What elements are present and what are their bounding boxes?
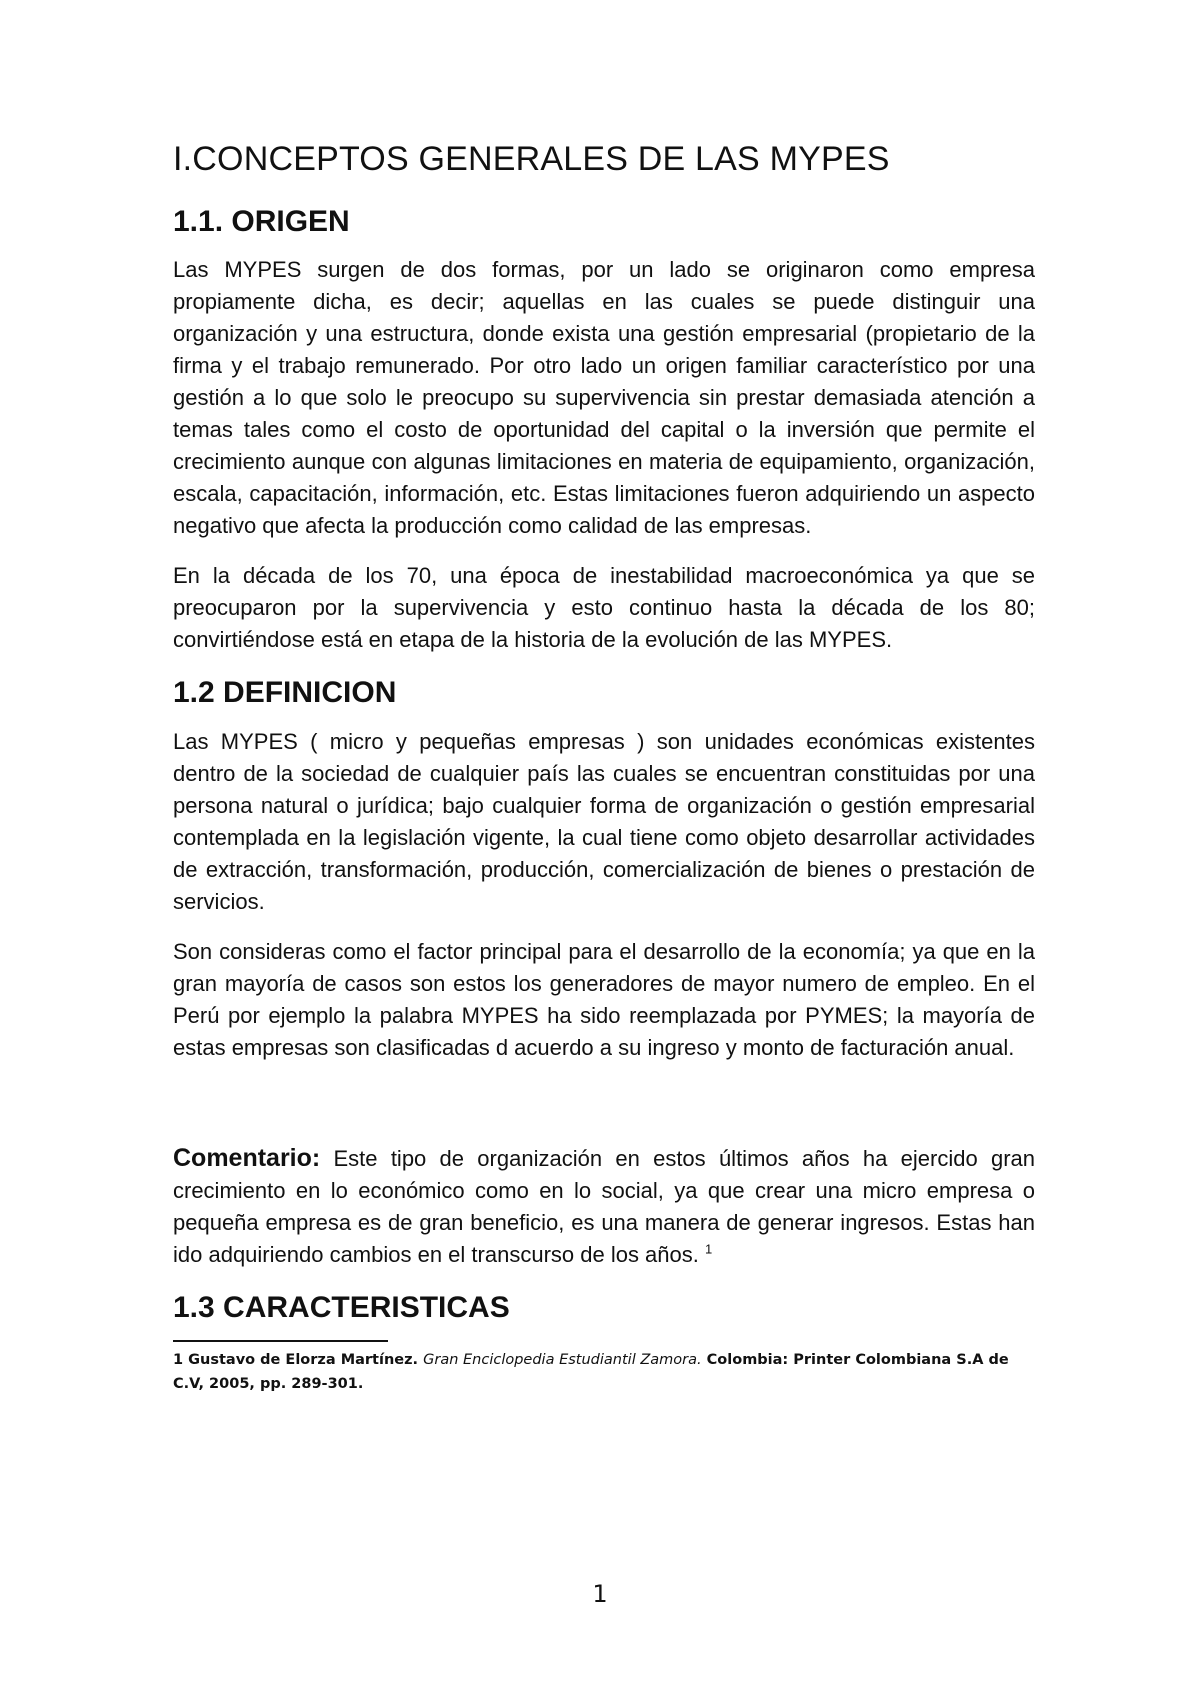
footnote-book-title: Gran Enciclopedia Estudiantil Zamora. — [423, 1352, 702, 1368]
blank-space — [173, 1082, 1035, 1142]
footnote-publisher: Colombia: Printer Colombiana S.A de C.V, 2005, pp. 289-301. — [173, 1352, 1009, 1392]
page-content — [173, 138, 1035, 1396]
comment-text: Este tipo de organización en estos últimos años ha ejercido gran crecimiento en lo económico como en lo social, ya que crear una micro empresa o pequeña empresa es de gran beneficio, es una manera de generar ingresos. Estas han ido adquiriendo cambios en el transcurso de los años. — [173, 1145, 1035, 1267]
document-title: I.CONCEPTOS GENERALES DE LAS MYPES — [173, 140, 890, 178]
footnote-separator — [173, 1340, 388, 1342]
page-number: 1 — [592, 1580, 608, 1608]
footnote — [173, 1348, 1035, 1396]
footnote-author: 1 Gustavo de Elorza Martínez. — [173, 1352, 424, 1368]
comment-label: Comentario: — [173, 1143, 321, 1172]
footnote-reference[interactable]: 1 — [705, 1241, 713, 1257]
paragraph-definicion-2: Son consideras como el factor principal para el desarrollo de la economía; ya que en la gran mayoría de casos son estos los generadores de mayor numero de empleo. En el Perú por ejemplo la palabra MYPES ha sido reemplazada por PYMES; la mayoría de estas empresas son clasificadas d acuerdo a su ingreso y monto de facturación anual. — [173, 938, 1035, 1060]
section-heading-origen: 1.1. ORIGEN — [173, 204, 350, 238]
section-heading-definicion: 1.2 DEFINICION — [173, 676, 397, 709]
paragraph-origen-2: En la década de los 70, una época de inestabilidad macroeconómica ya que se preocuparon por la supervivencia y esto continuo hasta la década de los 80; convirtiéndose está en etapa de la historia de la evolución de las MYPES. — [173, 563, 1035, 652]
section-heading-caracteristicas: 1.3 CARACTERISTICAS — [173, 1290, 510, 1324]
comment-paragraph — [173, 1142, 1035, 1271]
paragraph-definicion-1: Las MYPES ( micro y pequeñas empresas ) son unidades económicas existentes dentro de la sociedad de cualquier país las cuales se encuentran constituidas por una persona natural o jurídica; bajo cualquier forma de organización o gestión empresarial contemplada en la legislación vigente, la cual tiene como objeto desarrollar actividades de extracción, transformación, producción, comercialización de bienes o prestación de servicios. — [173, 728, 1035, 914]
paragraph-origen-1: Las MYPES surgen de dos formas, por un lado se originaron como empresa propiamente dicha, es decir; aquellas en las cuales se puede distinguir una organización y una estructura, donde exista una gestión empresarial (propietario de la firma y el trabajo remunerado. Por otro lado un origen familiar característico por una gestión a lo que solo le preocupo su supervivencia sin prestar demasiada atención a temas tales como el costo de oportunidad del capital o la inversión que permite el crecimiento aunque con algunas limitaciones en materia de equipamiento, organización, escala, capacitación, información, etc. Estas limitaciones fueron adquiriendo un aspecto negativo que afecta la producción como calidad de las empresas. — [173, 257, 1035, 538]
